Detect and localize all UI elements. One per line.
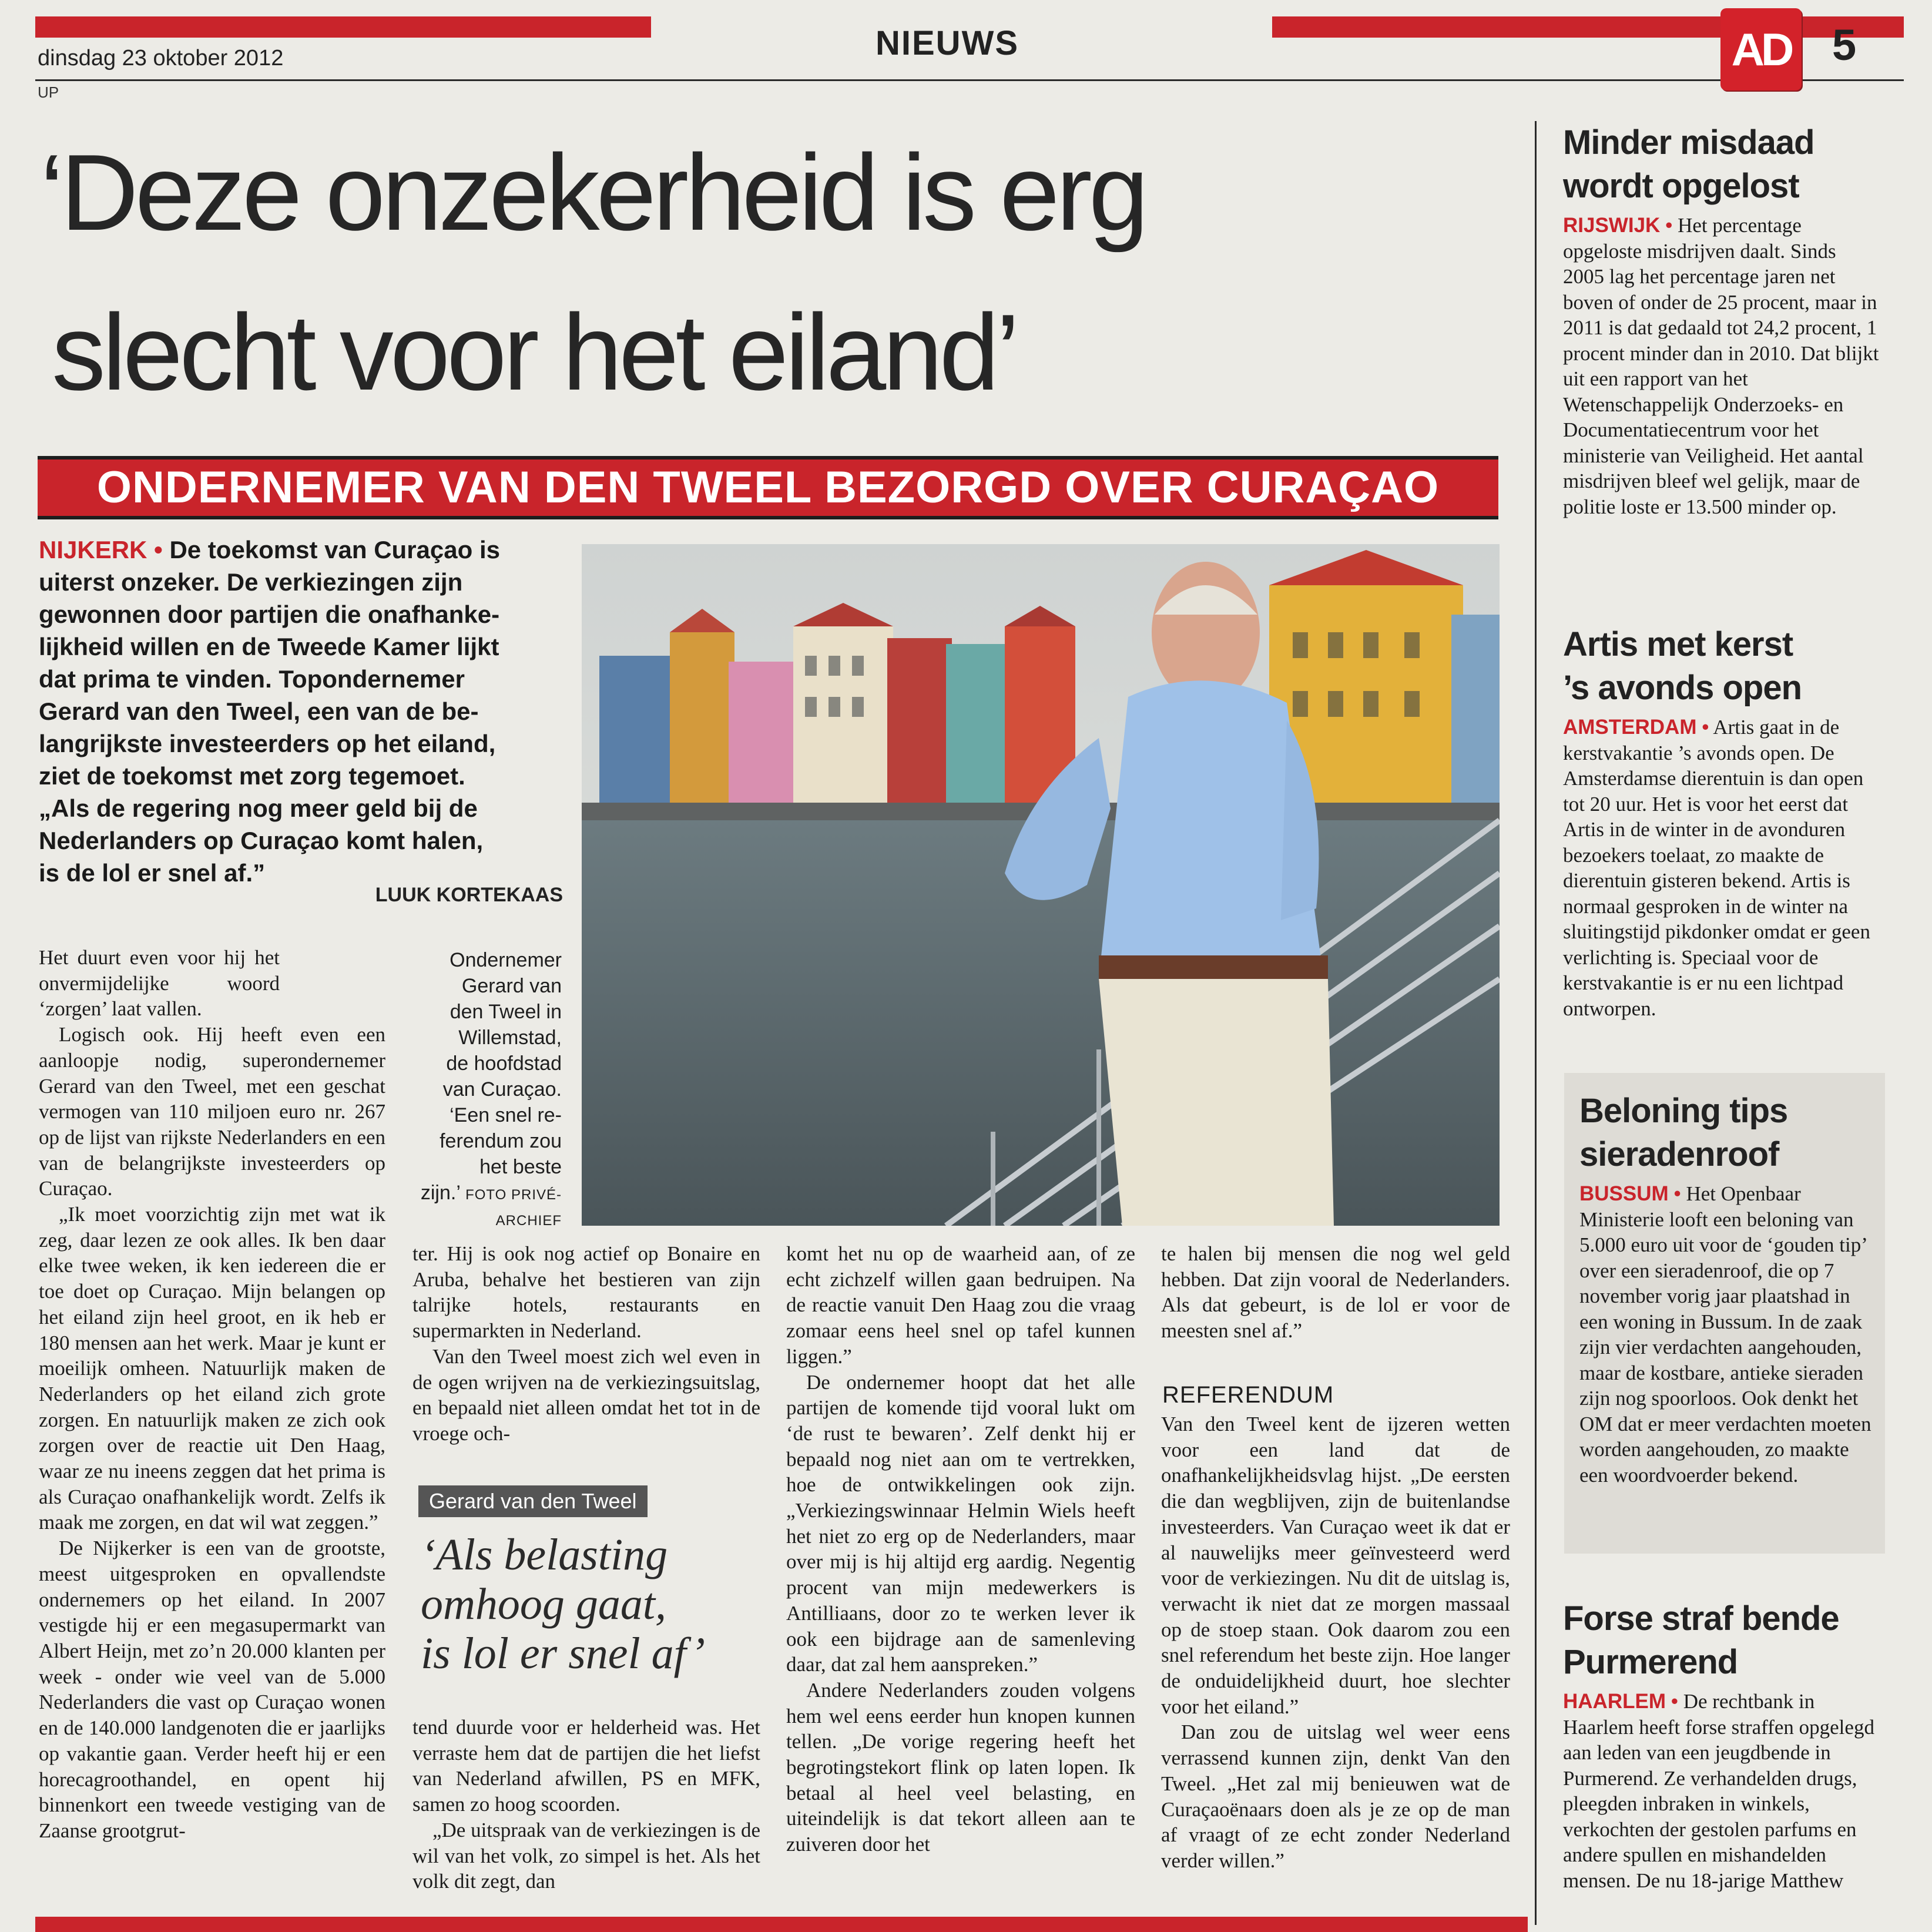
quote-line-3: is lol er snel af’ — [421, 1629, 706, 1678]
photo-caption — [382, 947, 562, 1234]
sidebar-title-line-1: Forse straf bende — [1563, 1599, 1839, 1638]
body-column-2-bottom — [412, 1715, 760, 1894]
body-column-3 — [786, 1241, 1135, 1857]
caption-line-9: het beste — [479, 1156, 562, 1178]
lead-line-7: langrijkste investeerders op het eiland, — [39, 730, 496, 757]
lead-line-8: ziet de toekomst met zorg tegemoet. — [39, 762, 465, 790]
body-column-2-top — [412, 1241, 760, 1447]
dateline-bullet-icon: • — [1702, 716, 1709, 739]
sidebar-item-4 — [1563, 1597, 1884, 1893]
sidebar-title-line-2: Purmerend — [1563, 1643, 1738, 1681]
headline-line-2: slecht voor het eiland’ — [52, 291, 1017, 412]
article-photo — [582, 544, 1500, 1226]
sidebar-text: Het percentage opgeloste misdrijven daalt. Sinds 2005 lag het percentage jaren net boven of onder de 25 procent, maar in 2011 is dat gedaald tot 24,2 procent, 1 procent minder dan in 2010. Dat blijkt uit een rapport van het Wetenschappelijk Onderzoeks- en Documentatiecentrum voor het ministerie van Veiligheid. Het aantal misdrijven bleef wel gelijk, maar de politie loste er 13.500 minder op. — [1563, 214, 1879, 518]
caption-line-10: zijn.’ — [420, 1182, 460, 1204]
section-name: NIEUWS — [876, 24, 1019, 62]
issue-date: dinsdag 23 oktober 2012 — [38, 46, 284, 71]
photo-credit: FOTO PRIVÉ- — [465, 1187, 562, 1203]
sidebar-dateline: BUSSUM — [1579, 1182, 1669, 1205]
caption-line-8: ferendum zou — [440, 1130, 562, 1152]
sidebar-title-line-1: Artis met kerst — [1563, 625, 1793, 663]
caption-line-6: van Curaçao. — [442, 1078, 562, 1101]
sidebar-text: De rechtbank in Haarlem heeft forse straffen opgelegd aan leden van een jeugdbende in Purmerend. Ze verhandelden drugs, pleegden inbraken in winkels, verkochten der gestolen parfums en andere spullen en mishandelden mensen. De nu 18-jarige Matthew — [1563, 1690, 1874, 1892]
col4-paragraph-3: Dan zou de uitslag wel weer eens verrassend kunnen zijn, denkt Van den Tweel. „Het zal mij benieuwen wat de Curaçaoënaars doen als je ze op de man af vraagt of ze echt zonder Nederland verder willen.” — [1161, 1720, 1510, 1872]
body-column-4-bottom — [1161, 1411, 1510, 1874]
photo-illustration — [582, 544, 1500, 1226]
sidebar-title-line-2: wordt opgelost — [1563, 167, 1799, 205]
quote-attribution: Gerard van den Tweel — [418, 1485, 648, 1517]
lead-line-5: dat prima te vinden. Topondernemer — [39, 665, 465, 693]
col1-paragraph-2: Logisch ook. Hij heeft even een aanloopje nodig, superondernemer Gerard van den Tweel, met een geschat vermogen van 110 miljoen euro nr. 267 op de lijst van rijkste Nederlanders en een van de belangrijkste investeerders op Curaçao. — [39, 1023, 385, 1200]
ad-logo: AD — [1720, 8, 1802, 90]
sidebar-dateline: RIJSWIJK — [1563, 214, 1661, 237]
col1-paragraph-1: Het duurt even voor hij het onvermijdelijke woord ‘zorgen’ laat vallen. — [39, 946, 280, 1021]
caption-line-2: Gerard van — [461, 975, 562, 997]
lead-line-6: Gerard van den Tweel, een van de be- — [39, 697, 479, 725]
col2-paragraph-2: Van den Tweel moest zich wel even in de ogen wrijven na de verkiezingsuitslag, en bepaald niet alleen omdat het tot in de vroege och- — [412, 1344, 760, 1445]
lead-line-1: De toekomst van Curaçao is — [169, 536, 500, 564]
col4-paragraph-2: Van den Tweel kent de ijzeren wetten voor een land dat de onafhankelijkheidsvlag hijst. „De eersten die dan wegblijven, zijn de buitenlandse investeerders. Van Curaçao weet ik dat er al nauwelijks meer geïnvesteerd werd voor de verkiezingen. Nu dit de uitslag is, verwacht ik niet dat ze morgen massaal op de stoep staan. Ook daarom zou een snel referendum het beste zijn. Hoe langer de onduidelijkheid duurt, hoe slechter voor het eiland.” — [1161, 1413, 1510, 1718]
lead-line-3: gewonnen door partijen die onafhanke- — [39, 601, 500, 628]
sidebar-text: Het Openbaar Ministerie looft een beloning van 5.000 euro uit voor de ‘gouden tip’ over een sieradenroof, die op 7 november vorig jaar plaatshad in een woning in Bussum. In de zaak zijn vier verdachten aangehouden, maar de kostbare, antieke sieraden zijn nog spoorloos. Ook denkt het OM dat er meer verdachten moeten worden aangehouden, zo maakte een woordvoerder bekend. — [1579, 1182, 1871, 1487]
sidebar-title-line-1: Beloning tips — [1579, 1092, 1788, 1130]
headline-line-1: ‘Deze onzekerheid is erg — [40, 132, 1146, 253]
photo-credit-2: ARCHIEF — [495, 1213, 562, 1229]
caption-line-5: de hoofdstad — [446, 1052, 562, 1075]
sidebar-title-line-2: sieradenroof — [1579, 1135, 1779, 1173]
bottom-red-bar — [35, 1917, 1528, 1932]
pull-quote — [421, 1530, 773, 1678]
dateline-bullet-icon: • — [154, 536, 163, 564]
sidebar-title-line-2: ’s avonds open — [1563, 669, 1802, 707]
col3-paragraph-1: komt het nu op de waarheid aan, of ze echt zichzelf willen gaan bedruipen. Na de reactie vanuit Den Haag zou die vraag zomaar eens heel snel op tafel kunnen liggen.” — [786, 1242, 1135, 1368]
lead-dateline: NIJKERK — [39, 536, 147, 564]
caption-line-7: ‘Een snel re- — [450, 1104, 562, 1126]
body-column-4-top — [1161, 1241, 1510, 1344]
lead-line-4: lijkheid willen en de Tweede Kamer lijkt — [39, 633, 499, 660]
sidebar-title-line-1: Minder misdaad — [1563, 123, 1814, 162]
sidebar-item-2 — [1563, 623, 1880, 1021]
top-red-bar-right — [1272, 16, 1904, 38]
col1-paragraph-3: „Ik moet voorzichtig zijn met wat ik zeg, daar lezen ze ook alles. Ik ben daar elke twee weken, ik ken iedereen die er toe doet op Curaçao. Mijn belangen op het eiland zijn heel groot, en ik heb er 180 mensen aan het werk. Maar je kunt er moeilijk omheen. Natuurlijk maken de Nederlanders op het eiland zich grote zorgen. En natuurlijk maken ze zich ook zorgen over de reactie uit Den Haag, waar ze nu ineens zeggen dat het prima is als Curaçao onafhankelijk wordt. Zelfs ik maak me zorgen, en dat wil wat zeggen.” — [39, 1203, 385, 1534]
lead-line-2: uiterst onzeker. De verkiezingen zijn — [39, 568, 463, 596]
col3-paragraph-3: Andere Nederlanders zouden volgens hem wel eens eerder hun knopen kunnen tellen. „De vorige regering heeft het begrotingstekort flink op laten lopen. Ik betaal al heel veel belasting, en uiteindelijk is dat tekort alleen aan te zuiveren door het — [786, 1678, 1135, 1856]
caption-line-1: Ondernemer — [450, 949, 562, 971]
quote-line-2: omhoog gaat, — [421, 1579, 666, 1629]
col2-paragraph-3: tend duurde voor er helderheid was. Het verraste hem dat de partijen die het liefst van Nederland afwillen, PS en MFK, samen zo hoog scoorden. — [412, 1716, 760, 1816]
quote-line-1: ‘Als belasting — [421, 1530, 668, 1579]
masthead-rule — [35, 79, 1904, 81]
sidebar-divider — [1535, 121, 1537, 1925]
col4-paragraph-1: te halen bij mensen die nog wel geld hebben. Dat zijn vooral de Nederlanders. Als dat gebeurt, is de lol er voor de meesten snel af.” — [1161, 1242, 1510, 1343]
article-lead — [39, 534, 568, 889]
sidebar-item-1 — [1563, 121, 1880, 519]
col3-paragraph-2: De ondernemer hoopt dat het alle partijen de komende tijd vooral lukt om ‘de rust te bewaren’. Zelf denkt hij er bepaald nog niet aan om te vertrekken, hoe de ontwikkelingen ook zijn. „Verkiezingswinnaar Helmin Wiels heeft het niet zo erg op de Nederlanders, maar over mij is hij altijd erg aardig. Negentig procent van mijn medewerkers is Antilliaans, door zo te werken lever ik ook een bijdrage aan de samenleving daar, dat zal hem aanspreken.” — [786, 1370, 1135, 1676]
edition-code: UP — [38, 83, 59, 101]
lead-line-11: is de lol er snel af.” — [39, 859, 266, 887]
sidebar-dateline: HAARLEM — [1563, 1690, 1666, 1713]
caption-line-3: den Tweel in — [450, 1001, 562, 1023]
dateline-bullet-icon: • — [1671, 1690, 1678, 1713]
lead-line-9: „Als de regering nog meer geld bij de — [39, 794, 478, 822]
byline: LUUK KORTEKAAS — [375, 884, 563, 906]
sidebar-dateline: AMSTERDAM — [1563, 716, 1697, 739]
dateline-bullet-icon: • — [1665, 214, 1673, 237]
col1-paragraph-4: De Nijkerker is een van de grootste, meest uitgesproken en opvallendste ondernemers op het eiland. In 2007 vestigde hij er een megasupermarkt van Albert Heijn, met zo’n 20.000 klanten per week - onder wie veel van de 5.000 Nederlanders die vast op Curaçao wonen en de 140.000 landgenoten die er jaarlijks op vakantie gaan. Verder heeft hij er een horecagroothandel, en opent hij binnenkort een tweede vestiging van de Zaanse grootgrut- — [39, 1537, 385, 1842]
subhead-referendum: REFERENDUM — [1162, 1382, 1334, 1408]
col2-paragraph-4: „De uitspraak van de verkiezingen is de wil van het volk, zo simpel is het. Als het volk dit zegt, dan — [412, 1818, 760, 1893]
page-number: 5 — [1832, 21, 1857, 69]
sidebar-item-3 — [1564, 1073, 1885, 1554]
body-column-1 — [39, 945, 385, 1844]
caption-line-4: Willemstad, — [458, 1027, 562, 1049]
dateline-bullet-icon: • — [1673, 1182, 1681, 1205]
col2-paragraph-1: ter. Hij is ook nog actief op Bonaire en Aruba, behalve het bestieren van zijn talrijke hotels, restaurants en supermarkten in Nederland. — [412, 1242, 760, 1343]
top-red-bar-left — [35, 16, 651, 38]
kicker-banner: ONDERNEMER VAN DEN TWEEL BEZORGD OVER CURAÇAO — [38, 456, 1498, 519]
sidebar-text: Artis gaat in de kerstvakantie ’s avonds open. De Amsterdamse dierentuin is dan open tot 20 uur. Het is voor het eerst dat Artis in de winter in de avonduren bezoekers toelaat, zo maakte de dierentuin gisteren bekend. Artis is normaal gesproken in de winter na sluitingstijd pikdonker omdat er geen verlichting is. Speciaal voor de kerstvakantie is er nu een lichtpad ontworpen. — [1563, 716, 1870, 1020]
lead-line-10: Nederlanders op Curaçao komt halen, — [39, 827, 484, 854]
